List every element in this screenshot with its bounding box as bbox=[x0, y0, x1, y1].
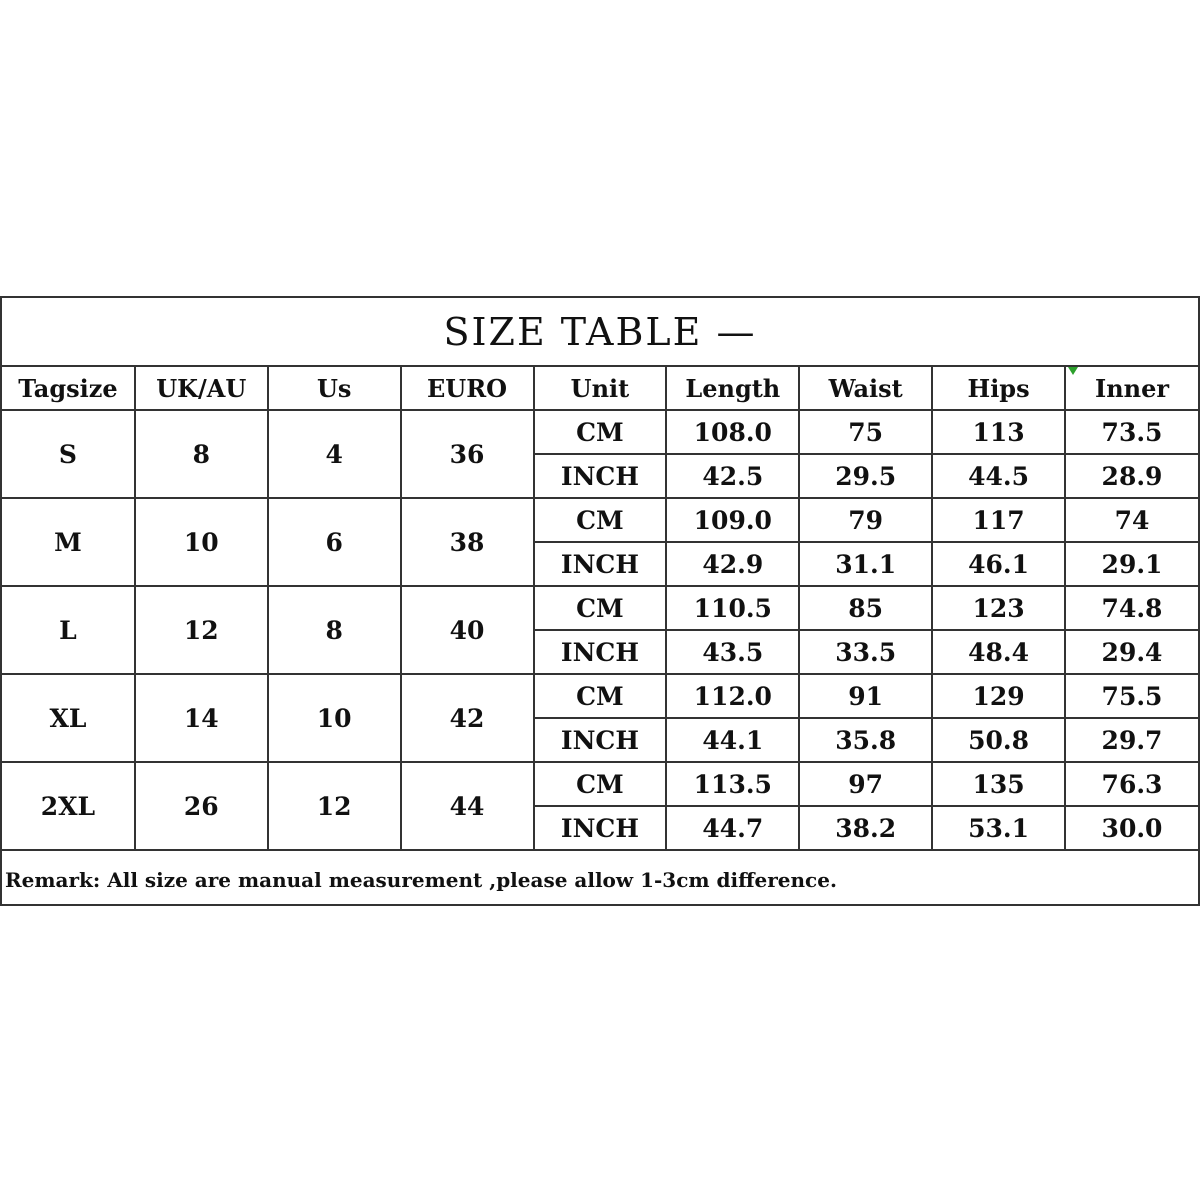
header-inner-cell bbox=[1065, 366, 1198, 410]
cell-hips: 48.4 bbox=[932, 630, 1065, 674]
cell-inner: 74 bbox=[1065, 498, 1198, 542]
remark-row bbox=[2, 850, 1198, 909]
cell-us: 12 bbox=[268, 762, 401, 850]
header-unit: Unit bbox=[534, 366, 667, 410]
cell-inner: 30.0 bbox=[1065, 806, 1198, 850]
cell-length: 44.1 bbox=[666, 718, 799, 762]
cell-unit: INCH bbox=[534, 718, 667, 762]
cell-unit: CM bbox=[534, 410, 667, 454]
cell-inner: 29.1 bbox=[1065, 542, 1198, 586]
size-chart-table bbox=[2, 298, 1198, 909]
header-hips: Hips bbox=[932, 366, 1065, 410]
cell-waist: 75 bbox=[799, 410, 932, 454]
remark-text: Remark: All size are manual measurement ,please allow 1-3cm difference. bbox=[2, 850, 1198, 909]
size-table bbox=[0, 296, 1200, 906]
cell-unit: CM bbox=[534, 762, 667, 806]
cell-waist: 38.2 bbox=[799, 806, 932, 850]
cell-waist: 33.5 bbox=[799, 630, 932, 674]
cell-hips: 123 bbox=[932, 586, 1065, 630]
cell-hips: 129 bbox=[932, 674, 1065, 718]
header-us: Us bbox=[268, 366, 401, 410]
cell-euro: 42 bbox=[401, 674, 534, 762]
cell-length: 109.0 bbox=[666, 498, 799, 542]
table-row bbox=[2, 498, 1198, 542]
table-row bbox=[2, 586, 1198, 630]
cell-hips: 53.1 bbox=[932, 806, 1065, 850]
cell-unit: INCH bbox=[534, 806, 667, 850]
cell-length: 108.0 bbox=[666, 410, 799, 454]
cell-length: 43.5 bbox=[666, 630, 799, 674]
cell-tagsize: S bbox=[2, 410, 135, 498]
cell-euro: 38 bbox=[401, 498, 534, 586]
header-inner: Inner bbox=[1094, 373, 1170, 403]
header-uk-au: UK/AU bbox=[135, 366, 268, 410]
header-row bbox=[2, 366, 1198, 410]
cell-length: 44.7 bbox=[666, 806, 799, 850]
cell-us: 10 bbox=[268, 674, 401, 762]
cell-unit: INCH bbox=[534, 454, 667, 498]
cell-inner: 29.7 bbox=[1065, 718, 1198, 762]
header-tagsize: Tagsize bbox=[2, 366, 135, 410]
header-length: Length bbox=[666, 366, 799, 410]
cell-hips: 50.8 bbox=[932, 718, 1065, 762]
table-row bbox=[2, 762, 1198, 806]
cell-waist: 97 bbox=[799, 762, 932, 806]
cell-tagsize: L bbox=[2, 586, 135, 674]
cell-waist: 35.8 bbox=[799, 718, 932, 762]
cell-hips: 117 bbox=[932, 498, 1065, 542]
table-row bbox=[2, 410, 1198, 454]
cell-length: 42.9 bbox=[666, 542, 799, 586]
table-title: SIZE TABLE — bbox=[2, 298, 1198, 366]
cell-unit: CM bbox=[534, 498, 667, 542]
cell-inner: 76.3 bbox=[1065, 762, 1198, 806]
cell-euro: 40 bbox=[401, 586, 534, 674]
cell-inner: 29.4 bbox=[1065, 630, 1198, 674]
cell-inner: 73.5 bbox=[1065, 410, 1198, 454]
header-euro: EURO bbox=[401, 366, 534, 410]
header-waist: Waist bbox=[799, 366, 932, 410]
cell-length: 113.5 bbox=[666, 762, 799, 806]
cell-us: 6 bbox=[268, 498, 401, 586]
cell-unit: CM bbox=[534, 586, 667, 630]
cell-uk-au: 26 bbox=[135, 762, 268, 850]
cell-uk-au: 14 bbox=[135, 674, 268, 762]
cell-tagsize: M bbox=[2, 498, 135, 586]
cell-length: 110.5 bbox=[666, 586, 799, 630]
cell-euro: 36 bbox=[401, 410, 534, 498]
cell-uk-au: 8 bbox=[135, 410, 268, 498]
cell-length: 42.5 bbox=[666, 454, 799, 498]
cell-unit: CM bbox=[534, 674, 667, 718]
cell-length: 112.0 bbox=[666, 674, 799, 718]
cell-hips: 46.1 bbox=[932, 542, 1065, 586]
cell-us: 8 bbox=[268, 586, 401, 674]
cell-us: 4 bbox=[268, 410, 401, 498]
cell-unit: INCH bbox=[534, 542, 667, 586]
cell-unit: INCH bbox=[534, 630, 667, 674]
cell-euro: 44 bbox=[401, 762, 534, 850]
cell-hips: 113 bbox=[932, 410, 1065, 454]
cell-waist: 31.1 bbox=[799, 542, 932, 586]
cell-hips: 135 bbox=[932, 762, 1065, 806]
cell-waist: 79 bbox=[799, 498, 932, 542]
title-row bbox=[2, 298, 1198, 366]
cell-tagsize: XL bbox=[2, 674, 135, 762]
cell-uk-au: 12 bbox=[135, 586, 268, 674]
cell-waist: 85 bbox=[799, 586, 932, 630]
cell-inner: 28.9 bbox=[1065, 454, 1198, 498]
cell-hips: 44.5 bbox=[932, 454, 1065, 498]
cell-waist: 29.5 bbox=[799, 454, 932, 498]
cell-uk-au: 10 bbox=[135, 498, 268, 586]
cell-waist: 91 bbox=[799, 674, 932, 718]
cell-tagsize: 2XL bbox=[2, 762, 135, 850]
cell-inner: 75.5 bbox=[1065, 674, 1198, 718]
cell-inner: 74.8 bbox=[1065, 586, 1198, 630]
table-row bbox=[2, 674, 1198, 718]
comment-marker-icon bbox=[1068, 367, 1078, 375]
